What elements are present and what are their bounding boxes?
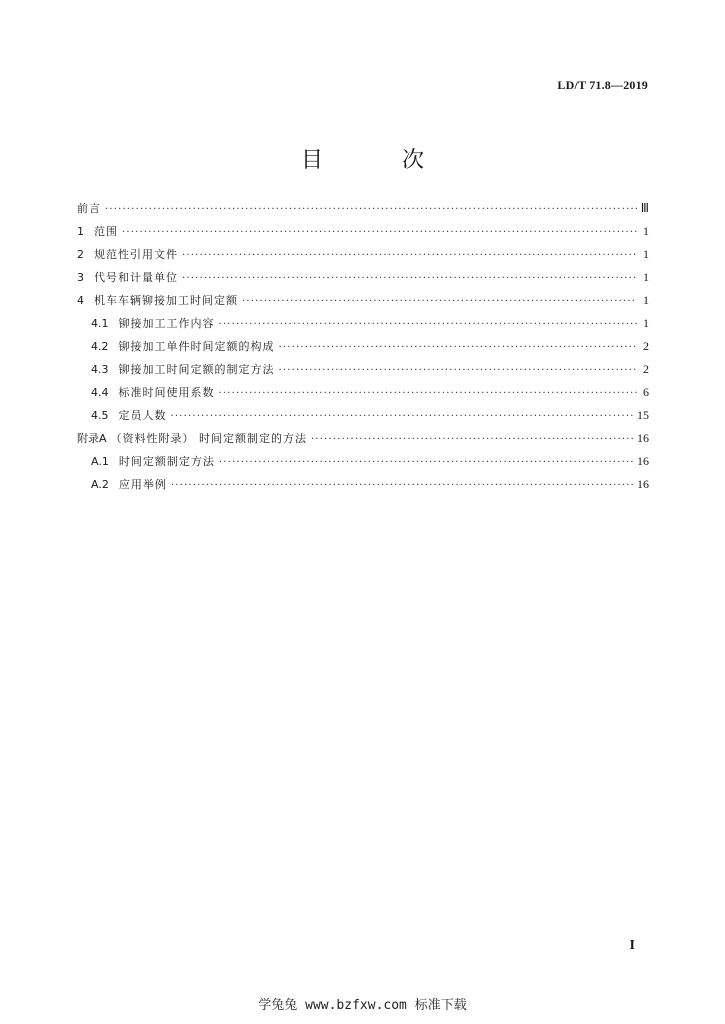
toc-entry-title: 时间定额制定方法: [118, 455, 215, 468]
toc-entry-title: 铆接加工时间定额的制定方法: [118, 363, 275, 376]
page-title: 目 次: [301, 148, 460, 173]
toc-entry-title: 前言: [77, 202, 101, 215]
toc-dot-leader: [171, 480, 633, 491]
toc-entry-number: 4: [77, 294, 84, 307]
toc-dot-leader: [219, 319, 638, 330]
toc-entry-title: 范围: [94, 225, 118, 238]
toc-entry-page: Ⅲ: [640, 201, 649, 215]
toc-entry-a-2[interactable]: [77, 476, 649, 499]
toc-dot-leader: [105, 204, 637, 215]
toc-entry-codes-and-units[interactable]: [77, 269, 649, 292]
toc-entry-number: 3: [77, 271, 84, 284]
toc-entry-title: 规范性引用文件: [94, 248, 178, 261]
footer-watermark: 学兔兔 www.bzfxw.com 标准下载: [258, 998, 467, 1013]
toc-entry-riveting-time-quota[interactable]: [77, 292, 649, 315]
toc-entry-appendix-a[interactable]: [77, 430, 649, 453]
toc-entry-page: 6: [643, 385, 649, 399]
toc-entry-number: 4.1: [91, 317, 109, 330]
toc-entry-page: 2: [643, 339, 649, 353]
toc-entry-page: 2: [643, 362, 649, 376]
toc-entry-page: 1: [643, 224, 649, 238]
toc-entry-page: 16: [637, 454, 649, 468]
toc-entry-number: A.1: [91, 455, 109, 468]
toc-entry-number: 4.3: [91, 363, 109, 376]
toc-dot-leader: [311, 434, 633, 445]
toc-entry-title: 代号和计量单位: [94, 271, 178, 284]
toc-entry-title: （资料性附录） 时间定额制定的方法: [110, 432, 308, 445]
toc-dot-leader: [182, 273, 637, 284]
toc-entry-a-1[interactable]: [77, 453, 649, 476]
toc-dot-leader: [279, 342, 638, 353]
toc-entry-title: 定员人数: [118, 409, 167, 422]
toc-entry-number: 4.4: [91, 386, 109, 399]
toc-entry-normative-references[interactable]: [77, 246, 649, 269]
toc-dot-leader: [171, 411, 634, 422]
page-number: I: [629, 938, 635, 953]
toc-dot-leader: [182, 250, 637, 261]
toc-entry-page: 15: [637, 408, 649, 422]
toc-entry-4-4[interactable]: [77, 384, 649, 407]
toc-entry-4-1[interactable]: [77, 315, 649, 338]
toc-entry-page: 16: [637, 477, 649, 491]
toc-entry-title: 机车车辆铆接加工时间定额: [94, 294, 238, 307]
toc-dot-leader: [219, 388, 638, 399]
standard-code: LD/T 71.8—2019: [557, 78, 648, 92]
toc-entry-page: 1: [643, 247, 649, 261]
toc-entry-page: 1: [643, 316, 649, 330]
toc-entry-page: 1: [643, 293, 649, 307]
toc-entry-page: 1: [643, 270, 649, 284]
toc-entry-number: 4.2: [91, 340, 109, 353]
toc-entry-page: 16: [637, 431, 649, 445]
toc-entry-4-2[interactable]: [77, 338, 649, 361]
toc-entry-foreword[interactable]: [77, 200, 649, 223]
toc-entry-title: 铆接加工单件时间定额的构成: [118, 340, 275, 353]
toc-entry-title: 标准时间使用系数: [118, 386, 215, 399]
toc-dot-leader: [279, 365, 638, 376]
toc-dot-leader: [122, 227, 637, 238]
toc-entry-number: 1: [77, 225, 84, 238]
table-of-contents: [77, 200, 649, 499]
toc-entry-number: 附录A: [77, 432, 107, 445]
toc-entry-number: 4.5: [91, 409, 109, 422]
toc-entry-title: 铆接加工工作内容: [118, 317, 215, 330]
toc-dot-leader: [219, 457, 633, 468]
toc-entry-number: 2: [77, 248, 84, 261]
toc-entry-scope[interactable]: [77, 223, 649, 246]
toc-entry-4-5[interactable]: [77, 407, 649, 430]
toc-entry-title: 应用举例: [118, 478, 167, 491]
toc-entry-number: A.2: [91, 478, 109, 491]
toc-entry-4-3[interactable]: [77, 361, 649, 384]
toc-dot-leader: [242, 296, 637, 307]
